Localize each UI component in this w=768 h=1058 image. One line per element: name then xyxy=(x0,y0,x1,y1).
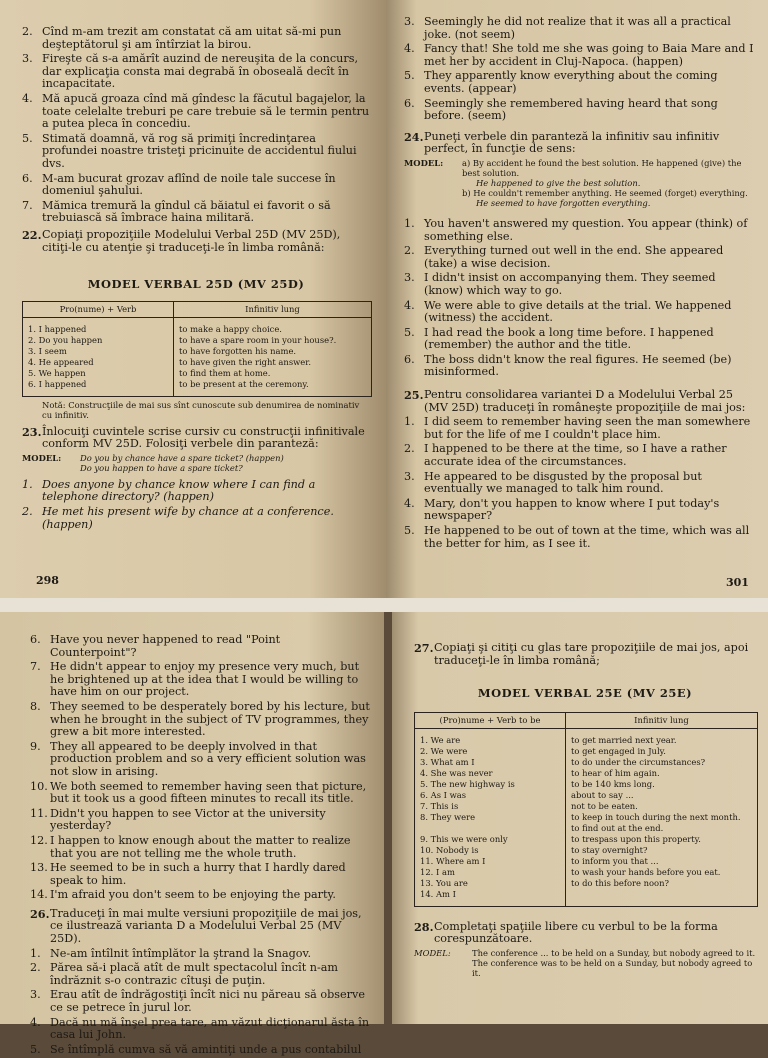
page-lower-right xyxy=(392,612,768,1024)
page-number: 298 xyxy=(36,574,59,587)
table-cell: 3. I seem xyxy=(28,345,67,356)
list-item xyxy=(404,16,756,41)
list-item xyxy=(404,498,756,523)
model-example xyxy=(22,453,370,473)
table-cell: to stay overnight? xyxy=(571,844,648,855)
table-cell: 12. I am xyxy=(420,866,455,877)
table-cell: to find out at the end. xyxy=(571,822,664,833)
table-cell: to have given the right answer. xyxy=(179,356,311,367)
item-text: Stimată doamnă, vă rog să primiţi încredinţarea profundei noastre tristeţi pricinuite de accidentul fiului dvs. xyxy=(42,131,357,170)
exercise-number: 26. xyxy=(30,906,50,921)
list-item xyxy=(22,173,370,198)
exercise-instruction: Pentru consolidarea variantei D a Modelului Verbal 25 (MV 25D) traduceţi în româneşte propoziţiile de mai jos: xyxy=(424,388,746,414)
item-text: He met his present wife by chance at a conference. (happen) xyxy=(42,505,334,531)
model-line: He seemed to have forgotten everything. xyxy=(476,197,651,208)
table-cell: to do this before noon? xyxy=(571,877,669,888)
model-example xyxy=(404,158,756,208)
sentence-list-bottom xyxy=(22,479,370,531)
exercise-number: 22. xyxy=(22,227,42,242)
item-number: 5. xyxy=(30,1042,41,1056)
model-label: MODEL: xyxy=(404,157,444,168)
page-301 xyxy=(386,0,768,598)
item-number: 4. xyxy=(404,496,415,510)
page-lower-left xyxy=(0,612,384,1056)
list-item xyxy=(404,245,756,270)
page-lower-right-text xyxy=(414,642,756,978)
item-text: I had read the book a long time before. I happened (remember) the author and the title. xyxy=(424,325,714,352)
item-number: 1. xyxy=(30,946,41,960)
model-title: MODEL VERBAL 25E (MV 25E) xyxy=(477,686,693,701)
exercise-instruction: Puneţi verbele din paranteză la infinitiv sau infinitiv perfect, în funcţie de sens: xyxy=(424,129,720,156)
item-text: Ne-am întîlnit întîmplător la ştrand la Snagov. xyxy=(50,946,312,960)
exercise-instruction: Traduceţi în mai multe versiuni propoziţiile de mai jos, ce ilustrează varianta D a Modelului Verbal 25 (MV 25D). xyxy=(50,906,362,946)
list-item xyxy=(30,948,370,961)
list-item xyxy=(30,862,370,887)
table-cell: 6. I happened xyxy=(28,378,87,389)
exercise-number: 23. xyxy=(22,424,42,439)
item-number: 6. xyxy=(30,633,41,646)
list-item xyxy=(30,962,370,987)
item-number: 2. xyxy=(22,505,33,519)
item-number: 1. xyxy=(404,415,415,429)
table-cell: to have forgotten his name. xyxy=(179,345,297,356)
item-text: They seemed to be desperately bored by his lecture, but when he brought in the subject of TV programmes, they grew a bit more interested. xyxy=(50,699,370,739)
sentence-list-top xyxy=(22,26,370,225)
exercise-22 xyxy=(22,229,370,254)
list-item xyxy=(404,471,756,496)
sentence-list-middle xyxy=(404,218,756,379)
list-item xyxy=(30,889,370,902)
exercise-number: 27. xyxy=(414,641,434,655)
item-number: 3. xyxy=(404,469,415,483)
list-item xyxy=(404,327,756,352)
item-text: Mă apucă groaza cînd mă gîndesc la făcutul bagajelor, la toate celelalte treburi pe care trebuie să le termin pentru a putea pleca în concediu. xyxy=(42,91,370,131)
table-cell: 6. As I was xyxy=(420,789,467,800)
list-item xyxy=(404,98,756,123)
list-item xyxy=(404,70,756,95)
table-cell: 13. You are xyxy=(420,877,468,888)
item-text: Mary, don't you happen to know where I put today's newspaper? xyxy=(424,496,720,523)
item-number: 1. xyxy=(22,477,33,491)
exercise-27 xyxy=(414,642,756,667)
page-298 xyxy=(0,0,386,598)
table-cell xyxy=(420,823,560,834)
item-text: We both seemed to remember having seen that picture, but it took us a good fifteen minutes to recall its title. xyxy=(50,779,367,806)
item-number: 3. xyxy=(22,52,33,66)
table-cell: 7. This is xyxy=(420,800,459,811)
item-number: 2. xyxy=(404,442,415,456)
item-text: Seemingly she remembered having heard that song before. (seem) xyxy=(424,96,718,123)
exercise-number: 24. xyxy=(404,129,424,144)
item-text: He appeared to be disgusted by the proposal but eventually we managed to talk him round. xyxy=(424,469,702,496)
table-cell: about to say ... xyxy=(571,789,634,800)
table-cell: 9. This we were only xyxy=(420,833,508,844)
table-cell: to get engaged in July. xyxy=(571,745,666,756)
table-cell: 8. They were xyxy=(420,811,476,822)
exercise-instruction: Completaţi spaţiile libere cu verbul to be la forma corespunzătoare. xyxy=(434,919,718,946)
item-number: 5. xyxy=(404,524,415,537)
table-cell: 14. Am I xyxy=(420,888,456,899)
item-text: They all appeared to be deeply involved in that production problem and so a very efficient solution was not slow in arising. xyxy=(50,739,366,778)
table-right-column xyxy=(174,317,372,396)
exercise-28 xyxy=(414,921,756,946)
table-cell: to find them at home. xyxy=(179,367,271,378)
item-text: I didn't insist on accompanying them. They seemed (know) which way to go. xyxy=(424,271,716,297)
item-text: Everything turned out well in the end. She appeared (take) a wise decision. xyxy=(424,244,724,270)
exercise-instruction: Înlocuiţi cuvintele scrise cursiv cu construcţii infinitivale conform MV 25D. Folosiţi verbele din paranteză: xyxy=(42,424,365,451)
item-text: Fireşte că s-a amărît auzind de nereuşita de la concurs, dar explicaţia consta mai degrabă în oboseală decît în incapacitate. xyxy=(42,52,359,91)
item-number: 5. xyxy=(404,69,415,83)
exercise-number: 28. xyxy=(414,919,434,934)
table-right-column xyxy=(566,728,758,906)
item-number: 8. xyxy=(30,699,41,713)
item-text: I happen to know enough about the matter to realize that you are not telling me the whole truth. xyxy=(50,833,351,860)
exercise-instruction: Copiaţi propoziţiile Modelului Verbal 25D (MV 25D), citiţi-le cu atenţie şi traduceţi-le în limba română: xyxy=(42,227,341,254)
table-header: (Pro)nume + Verb to be xyxy=(415,712,566,728)
table-cell: to have a spare room in your house?. xyxy=(179,334,337,345)
table-cell: to trespass upon this property. xyxy=(571,833,701,844)
item-text: I'm afraid you don't seem to be enjoying the party. xyxy=(50,888,336,902)
sentence-list-bottom xyxy=(404,416,756,550)
exercise-number: 25. xyxy=(404,388,424,403)
model-line: He happened to give the best solution. xyxy=(476,177,641,188)
table-cell: 4. He appeared xyxy=(28,356,94,367)
list-item xyxy=(404,525,756,550)
item-number: 3. xyxy=(404,271,415,285)
item-text: Dacă nu mă înşel prea tare, am văzut dicţionarul ăsta în casa lui John. xyxy=(50,1015,370,1042)
item-text: Have you never happened to read "Point Counterpoint"? xyxy=(50,633,281,659)
item-number: 4. xyxy=(22,91,33,105)
sentence-list-top xyxy=(404,16,756,123)
page-separator xyxy=(0,598,768,612)
model-label: MODEL: xyxy=(22,452,62,463)
item-number: 6. xyxy=(22,171,33,185)
exercise-26 xyxy=(30,908,370,946)
table-cell: not to be eaten. xyxy=(571,800,638,811)
list-item xyxy=(404,443,756,468)
table-cell: 2. We were xyxy=(420,745,468,756)
table-cell: 1. We are xyxy=(420,734,461,745)
list-item xyxy=(30,835,370,860)
item-number: 5. xyxy=(404,325,415,339)
item-text: Erau atît de îndrăgostiţi încît nici nu păreau să observe ce se petrece în jurul lor. xyxy=(50,988,365,1015)
item-number: 10. xyxy=(30,779,48,793)
list-item xyxy=(22,200,370,225)
model-table xyxy=(414,712,758,907)
table-cell: 1. I happened xyxy=(28,323,87,334)
model-line: The conference ... to be held on a Sunday, but nobody agreed to it. The conference was to be held on a Sunday, but nobody agreed to it. xyxy=(472,947,756,978)
page-number: 301 xyxy=(726,576,749,589)
sentence-list-top xyxy=(30,634,370,902)
table-cell: to be present at the ceremony. xyxy=(179,378,309,389)
table-cell: 10. Nobody is xyxy=(420,844,479,855)
table-cell: to hear of him again. xyxy=(571,767,660,778)
table-cell: 5. The new highway is xyxy=(420,778,515,789)
table-cell: 4. She was never xyxy=(420,767,493,778)
item-number: 12. xyxy=(30,833,48,847)
list-item xyxy=(404,218,756,243)
item-number: 2. xyxy=(30,961,41,975)
item-number: 2. xyxy=(404,244,415,258)
item-number: 4. xyxy=(404,298,415,312)
item-number: 4. xyxy=(30,1015,41,1029)
item-text: I did seem to remember having seen the man somewhere but for the life of me I couldn't place him. xyxy=(424,415,751,441)
model-title: MODEL VERBAL 25D (MV 25D) xyxy=(87,277,305,292)
table-left-column xyxy=(23,317,174,396)
item-text: Mămica tremură la gîndul că băiatul ei favorit o să trebuiască să îmbrace haina militară. xyxy=(42,198,331,225)
item-text: He didn't appear to enjoy my presence very much, but he brightened up at the idea that I would be willing to have him on our project. xyxy=(50,660,360,699)
model-table xyxy=(22,301,372,397)
list-item xyxy=(30,741,370,779)
list-item xyxy=(30,634,370,659)
item-number: 1. xyxy=(404,216,415,230)
list-item xyxy=(30,989,370,1014)
table-header: Infinitiv lung xyxy=(174,301,372,317)
item-text: Se întîmplă cumva să vă amintiţi unde a pus contabilul xyxy=(50,1042,362,1056)
item-number: 3. xyxy=(30,988,41,1002)
item-text: Didn't you happen to see Victor at the university yesterday? xyxy=(50,806,326,833)
table-cell: to inform you that ... xyxy=(571,855,659,866)
list-item xyxy=(22,133,370,171)
item-text: Seemingly he did not realize that it was all a practical joke. (not seem) xyxy=(424,15,731,41)
model-line: Do you by chance have a spare ticket? (happen) xyxy=(80,452,284,463)
page-lower-left-text xyxy=(30,634,370,1058)
table-note: Notă: Construcţiile de mai sus sînt cunoscute sub denumirea de nominativ cu infinitiv. xyxy=(42,399,360,420)
item-text: Fancy that! She told me she was going to Baia Mare and I met her by accident in Cluj-Napoca. (happen) xyxy=(424,42,754,68)
table-cell: to do under the circumstances? xyxy=(571,756,706,767)
table-cell: to get married next year. xyxy=(571,734,677,745)
item-number: 4. xyxy=(404,42,415,56)
item-number: 7. xyxy=(22,198,33,212)
table-left-column xyxy=(415,728,566,906)
item-text: M-am bucurat grozav aflînd de noile tale succese în domeniul şahului. xyxy=(42,171,336,198)
list-item xyxy=(22,26,370,51)
item-number: 6. xyxy=(404,352,415,366)
item-number: 14. xyxy=(30,888,48,902)
table-header: Pro(nume) + Verb xyxy=(23,301,174,317)
item-number: 7. xyxy=(30,660,41,674)
list-item xyxy=(22,506,370,531)
list-item xyxy=(404,354,756,379)
exercise-24 xyxy=(404,131,756,156)
item-text: The boss didn't know the real figures. He seemed (be) misinformed. xyxy=(424,352,732,379)
list-item xyxy=(30,1017,370,1042)
table-cell: 2. Do you happen xyxy=(28,334,103,345)
item-text: He happened to be out of town at the time, which was all the better for him, as I see it. xyxy=(424,524,750,550)
item-number: 9. xyxy=(30,739,41,753)
exercise-23 xyxy=(22,426,370,451)
table-cell: 5. We happen xyxy=(28,367,86,378)
list-item xyxy=(30,781,370,806)
list-item xyxy=(30,701,370,739)
item-number: 11. xyxy=(30,806,48,820)
list-item xyxy=(404,272,756,297)
table-cell: to keep in touch during the next month. xyxy=(571,811,741,822)
list-item xyxy=(22,93,370,131)
model-line: Do you happen to have a spare ticket? xyxy=(80,462,243,473)
table-cell: to be 140 kms long. xyxy=(571,778,655,789)
table-cell: 3. What am I xyxy=(420,756,475,767)
table-cell: to make a happy choice. xyxy=(179,323,282,334)
model-example xyxy=(414,948,756,978)
list-item xyxy=(30,661,370,699)
item-text: He seemed to be in such a hurry that I hardly dared speak to him. xyxy=(50,861,346,887)
item-text: We were able to give details at the trial. We happened (witness) the accident. xyxy=(424,298,732,325)
exercise-25 xyxy=(404,389,756,414)
list-item xyxy=(404,300,756,325)
table-header: Infinitiv lung xyxy=(566,712,758,728)
item-number: 5. xyxy=(22,131,33,145)
item-text: Does anyone by chance know where I can find a telephone directory? (happen) xyxy=(42,477,316,504)
item-text: They apparently know everything about the coming events. (appear) xyxy=(424,69,718,95)
list-item xyxy=(22,479,370,504)
item-text: You haven't answered my question. You appear (think) of something else. xyxy=(424,216,748,243)
item-text: Părea să-i placă atît de mult spectacolul încît n-am îndrăznit s-o contrazic cîtuşi de puţin. xyxy=(50,961,339,987)
table-cell: 11. Where am I xyxy=(420,855,486,866)
item-text: Cînd m-am trezit am constatat că am uitat să-mi pun deşteptătorul şi am întîrziat la birou. xyxy=(42,25,342,51)
item-number: 13. xyxy=(30,861,48,875)
sentence-list-bottom xyxy=(30,948,370,1057)
exercise-instruction: Copiaţi şi citiţi cu glas tare propoziţiile de mai jos, apoi traduceţi-le în limba română; xyxy=(434,641,749,667)
list-item xyxy=(404,416,756,441)
list-item xyxy=(22,53,370,91)
item-number: 6. xyxy=(404,96,415,110)
model-label: MODEL: xyxy=(414,947,451,958)
item-number: 2. xyxy=(22,25,33,38)
model-line: b) He couldn't remember anything. He seemed (forget) everything. xyxy=(462,187,748,198)
list-item xyxy=(404,43,756,68)
item-text: I happened to be there at the time, so I have a rather accurate idea of the circumstances. xyxy=(424,442,727,469)
model-line: a) By accident he found the best solution. He happened (give) the best solution. xyxy=(462,157,742,178)
page-301-text xyxy=(404,16,756,552)
table-cell: to wash your hands before you eat. xyxy=(571,866,721,877)
list-item xyxy=(30,1044,370,1057)
item-number: 3. xyxy=(404,15,415,28)
list-item xyxy=(30,808,370,833)
page-298-text xyxy=(22,26,370,533)
